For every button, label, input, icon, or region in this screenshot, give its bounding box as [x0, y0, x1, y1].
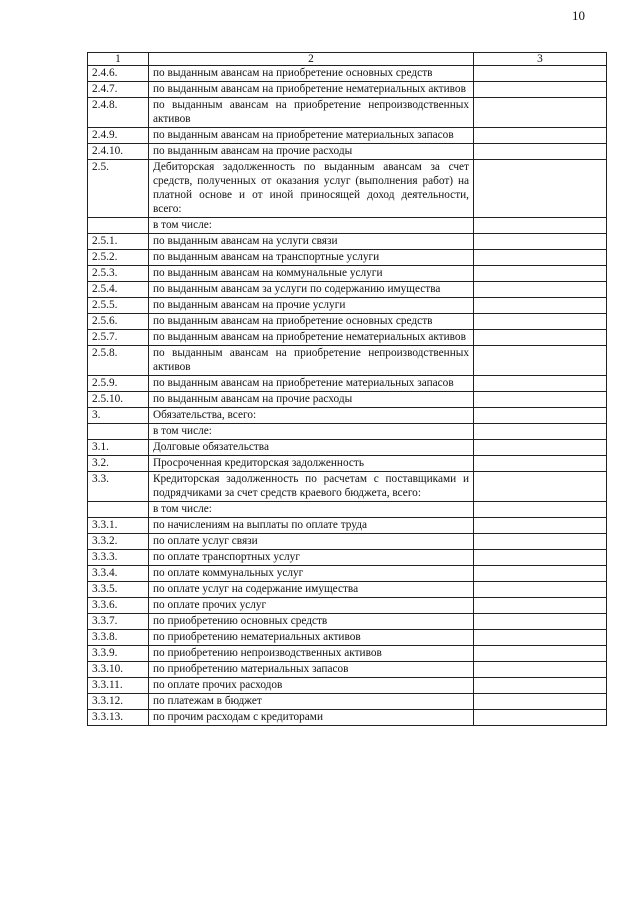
row-value-cell [474, 66, 607, 82]
row-description-cell: по выданным авансам на прочие услуги [149, 298, 474, 314]
row-value-cell [474, 614, 607, 630]
row-code-cell: 3.3.8. [88, 630, 149, 646]
table-row [88, 330, 607, 346]
table-row [88, 534, 607, 550]
row-description-cell: по платежам в бюджет [149, 694, 474, 710]
row-value-cell [474, 218, 607, 234]
row-code-cell: 3.2. [88, 456, 149, 472]
row-code-cell: 3.3.5. [88, 582, 149, 598]
row-description-cell: по приобретению нематериальных активов [149, 630, 474, 646]
row-description-cell: по начислениям на выплаты по оплате труда [149, 518, 474, 534]
row-value-cell [474, 266, 607, 282]
row-value-cell [474, 250, 607, 266]
row-code-cell: 2.5.6. [88, 314, 149, 330]
row-value-cell [474, 330, 607, 346]
table-row [88, 424, 607, 440]
row-value-cell [474, 472, 607, 502]
row-value-cell [474, 550, 607, 566]
row-description-cell: по оплате услуг на содержание имущества [149, 582, 474, 598]
table-row [88, 582, 607, 598]
row-code-cell: 3. [88, 408, 149, 424]
row-value-cell [474, 598, 607, 614]
row-description-cell: в том числе: [149, 218, 474, 234]
row-value-cell [474, 678, 607, 694]
header-col-2: 2 [149, 53, 474, 66]
page-number: 10 [572, 8, 585, 23]
row-code-cell: 3.3.1. [88, 518, 149, 534]
table-row [88, 266, 607, 282]
row-value-cell [474, 128, 607, 144]
header-col-1: 1 [88, 53, 149, 66]
row-description-cell: в том числе: [149, 502, 474, 518]
row-value-cell [474, 440, 607, 456]
table-row [88, 250, 607, 266]
row-description-cell: по выданным авансам на транспортные услуги [149, 250, 474, 266]
row-value-cell [474, 234, 607, 250]
table-body [88, 53, 607, 726]
table-row [88, 408, 607, 424]
document-table [87, 52, 607, 726]
table-row [88, 346, 607, 376]
table-row [88, 282, 607, 298]
row-code-cell: 2.5.9. [88, 376, 149, 392]
row-code-cell: 2.5.2. [88, 250, 149, 266]
row-description-cell: по оплате прочих расходов [149, 678, 474, 694]
table-row [88, 456, 607, 472]
table-row [88, 710, 607, 726]
row-code-cell: 3.1. [88, 440, 149, 456]
row-value-cell [474, 408, 607, 424]
row-code-cell: 2.5.5. [88, 298, 149, 314]
row-description-cell: по выданным авансам на услуги связи [149, 234, 474, 250]
row-value-cell [474, 502, 607, 518]
table-row [88, 234, 607, 250]
row-value-cell [474, 662, 607, 678]
row-value-cell [474, 346, 607, 376]
row-code-cell: 2.5.4. [88, 282, 149, 298]
row-code-cell [88, 424, 149, 440]
row-description-cell: по приобретению непроизводственных активов [149, 646, 474, 662]
row-description-cell: Кредиторская задолженность по расчетам с поставщиками и подрядчиками за счет средств краевого бюджета, всего: [149, 472, 474, 502]
row-description-cell: по выданным авансам на приобретение непроизводственных активов [149, 346, 474, 376]
row-code-cell: 2.5. [88, 160, 149, 218]
row-code-cell: 3.3.13. [88, 710, 149, 726]
table-row [88, 678, 607, 694]
row-description-cell: Долговые обязательства [149, 440, 474, 456]
row-value-cell [474, 456, 607, 472]
row-description-cell: по выданным авансам на приобретение материальных запасов [149, 376, 474, 392]
table-row [88, 144, 607, 160]
row-description-cell: в том числе: [149, 424, 474, 440]
row-description-cell: Просроченная кредиторская задолженность [149, 456, 474, 472]
row-code-cell: 2.5.7. [88, 330, 149, 346]
row-code-cell [88, 502, 149, 518]
row-value-cell [474, 534, 607, 550]
row-value-cell [474, 646, 607, 662]
table-row [88, 98, 607, 128]
row-description-cell: по выданным авансам на прочие расходы [149, 392, 474, 408]
row-value-cell [474, 376, 607, 392]
row-code-cell: 3.3.2. [88, 534, 149, 550]
row-code-cell: 3.3.4. [88, 566, 149, 582]
table-row [88, 518, 607, 534]
row-code-cell: 2.5.1. [88, 234, 149, 250]
row-description-cell: Дебиторская задолженность по выданным авансам за счет средств, полученных от оказания услуг (выполнения работ) на платной основе и от иной приносящей доход деятельности, всего: [149, 160, 474, 218]
row-value-cell [474, 518, 607, 534]
row-description-cell: по приобретению основных средств [149, 614, 474, 630]
table-row [88, 376, 607, 392]
row-value-cell [474, 282, 607, 298]
table-row [88, 694, 607, 710]
table-row [88, 662, 607, 678]
table-row [88, 298, 607, 314]
table-row [88, 218, 607, 234]
row-code-cell: 3.3.9. [88, 646, 149, 662]
row-description-cell: по выданным авансам на приобретение основных средств [149, 66, 474, 82]
row-value-cell [474, 98, 607, 128]
row-value-cell [474, 392, 607, 408]
table-row [88, 646, 607, 662]
row-description-cell: по оплате услуг связи [149, 534, 474, 550]
row-description-cell: по выданным авансам на коммунальные услуги [149, 266, 474, 282]
row-value-cell [474, 630, 607, 646]
row-description-cell: по оплате прочих услуг [149, 598, 474, 614]
row-description-cell: по выданным авансам на приобретение непроизводственных активов [149, 98, 474, 128]
row-code-cell: 3.3.6. [88, 598, 149, 614]
row-description-cell: по выданным авансам на прочие расходы [149, 144, 474, 160]
row-description-cell: по выданным авансам на приобретение материальных запасов [149, 128, 474, 144]
row-code-cell: 2.5.3. [88, 266, 149, 282]
row-code-cell: 3.3.10. [88, 662, 149, 678]
row-code-cell: 3.3. [88, 472, 149, 502]
row-value-cell [474, 424, 607, 440]
table-row [88, 614, 607, 630]
table-row [88, 128, 607, 144]
row-code-cell: 3.3.11. [88, 678, 149, 694]
row-code-cell: 2.5.8. [88, 346, 149, 376]
table-row [88, 160, 607, 218]
row-value-cell [474, 144, 607, 160]
table-row [88, 598, 607, 614]
table-row [88, 66, 607, 82]
row-code-cell: 2.4.8. [88, 98, 149, 128]
row-code-cell: 3.3.3. [88, 550, 149, 566]
table-row [88, 550, 607, 566]
row-value-cell [474, 566, 607, 582]
table-row [88, 566, 607, 582]
table-row [88, 82, 607, 98]
row-description-cell: по прочим расходам с кредиторами [149, 710, 474, 726]
row-description-cell: по приобретению материальных запасов [149, 662, 474, 678]
row-code-cell: 2.5.10. [88, 392, 149, 408]
row-description-cell: по выданным авансам на приобретение нематериальных активов [149, 330, 474, 346]
row-description-cell: по выданным авансам за услуги по содержанию имущества [149, 282, 474, 298]
row-value-cell [474, 160, 607, 218]
row-code-cell: 3.3.7. [88, 614, 149, 630]
row-code-cell [88, 218, 149, 234]
table-row [88, 502, 607, 518]
row-code-cell: 3.3.12. [88, 694, 149, 710]
row-description-cell: по оплате транспортных услуг [149, 550, 474, 566]
table-row [88, 392, 607, 408]
row-value-cell [474, 582, 607, 598]
row-value-cell [474, 314, 607, 330]
header-col-3: 3 [474, 53, 607, 66]
row-value-cell [474, 298, 607, 314]
table-row [88, 630, 607, 646]
row-value-cell [474, 694, 607, 710]
row-value-cell [474, 82, 607, 98]
row-description-cell: Обязательства, всего: [149, 408, 474, 424]
row-value-cell [474, 710, 607, 726]
row-description-cell: по выданным авансам на приобретение основных средств [149, 314, 474, 330]
row-code-cell: 2.4.10. [88, 144, 149, 160]
row-description-cell: по оплате коммунальных услуг [149, 566, 474, 582]
table-row [88, 472, 607, 502]
row-description-cell: по выданным авансам на приобретение нематериальных активов [149, 82, 474, 98]
table-row [88, 440, 607, 456]
row-code-cell: 2.4.7. [88, 82, 149, 98]
table-row [88, 314, 607, 330]
row-code-cell: 2.4.6. [88, 66, 149, 82]
table-header-row [88, 53, 607, 66]
row-code-cell: 2.4.9. [88, 128, 149, 144]
